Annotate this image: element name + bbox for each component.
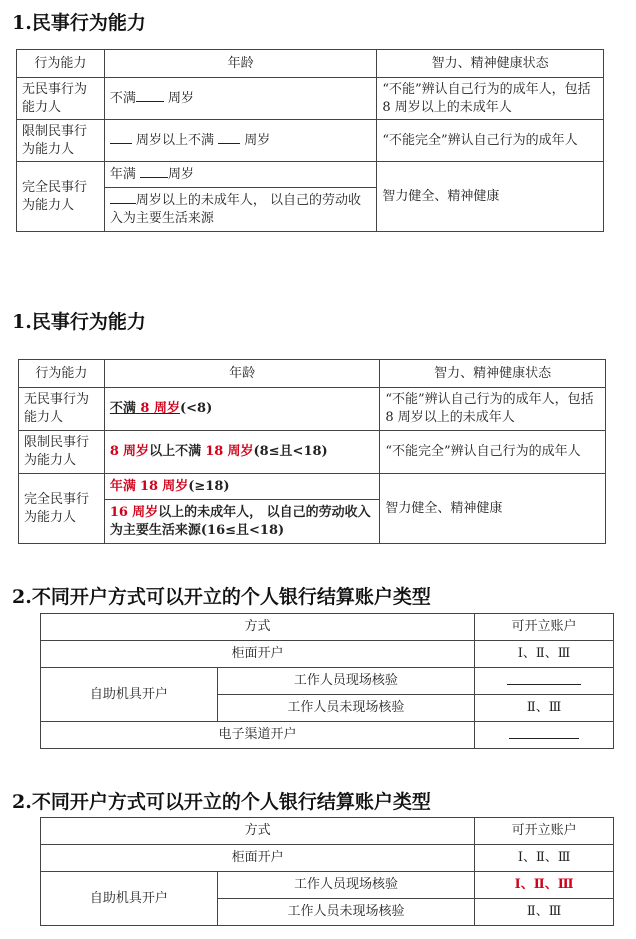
row-label: 限制民事行为能力人 — [19, 431, 105, 474]
section-title: 2.不同开户方式可以开立的个人银行结算账户类型 — [12, 791, 431, 813]
row-label: 完全民事行为能力人 — [17, 162, 105, 232]
header-cell: 行为能力 — [19, 360, 105, 388]
section-title: 1.民事行为能力 — [12, 311, 146, 333]
method-cell: 电子渠道开户 — [41, 722, 475, 749]
account-table-blank — [40, 613, 614, 749]
state-cell: “不能”辨认自己行为的成年人，包括 8 周岁以上的未成年人 — [380, 388, 606, 431]
header-cell: 行为能力 — [17, 50, 105, 78]
row-label: 限制民事行为能力人 — [17, 120, 105, 162]
account-table-answers — [40, 817, 614, 926]
age-cell: 年满 周岁 — [104, 162, 377, 188]
age-cell: 周岁以上不满 周岁 — [104, 120, 377, 162]
state-cell: “不能完全”辨认自己行为的成年人 — [377, 120, 604, 162]
section-title: 2.不同开户方式可以开立的个人银行结算账户类型 — [12, 586, 431, 608]
age-cell: 年满 18 周岁(≥18) — [104, 474, 380, 500]
capacity-table-blank — [16, 49, 604, 232]
row-label: 无民事行为能力人 — [17, 78, 105, 120]
capacity-table-answers — [18, 359, 606, 544]
account-cell: Ⅰ、Ⅱ、Ⅲ — [475, 845, 614, 872]
submethod-cell: 工作人员未现场核验 — [217, 899, 475, 926]
age-cell: 不满 8 周岁(<8) — [104, 388, 380, 431]
account-cell: Ⅰ、Ⅱ、Ⅲ — [475, 872, 614, 899]
header-cell: 方式 — [41, 818, 475, 845]
age-cell: 16 周岁以上的未成年人， 以自己的劳动收入为主要生活来源(16≤且<18) — [104, 500, 380, 544]
account-cell: Ⅰ、Ⅱ、Ⅲ — [475, 641, 614, 668]
age-cell: 不满 周岁 — [104, 78, 377, 120]
submethod-cell: 工作人员未现场核验 — [217, 695, 474, 722]
state-cell: 智力健全、精神健康 — [380, 474, 606, 544]
row-label: 完全民事行为能力人 — [19, 474, 105, 544]
method-cell: 柜面开户 — [41, 845, 475, 872]
state-cell: “不能”辨认自己行为的成年人，包括 8 周岁以上的未成年人 — [377, 78, 604, 120]
account-cell — [475, 722, 614, 749]
header-cell: 智力、精神健康状态 — [377, 50, 604, 78]
state-cell: 智力健全、精神健康 — [377, 162, 604, 232]
row-label: 无民事行为能力人 — [19, 388, 105, 431]
account-cell — [475, 668, 614, 695]
header-cell: 可开立账户 — [475, 818, 614, 845]
header-cell: 方式 — [41, 614, 475, 641]
submethod-cell: 工作人员现场核验 — [217, 872, 475, 899]
section-title: 1.民事行为能力 — [12, 12, 146, 34]
method-cell: 自助机具开户 — [41, 872, 218, 926]
age-cell: 周岁以上的未成年人， 以自己的劳动收入为主要生活来源 — [104, 188, 377, 232]
method-cell: 自助机具开户 — [41, 668, 218, 722]
header-cell: 可开立账户 — [475, 614, 614, 641]
header-cell: 智力、精神健康状态 — [380, 360, 606, 388]
age-cell: 8 周岁以上不满 18 周岁(8≤且<18) — [104, 431, 380, 474]
state-cell: “不能完全”辨认自己行为的成年人 — [380, 431, 606, 474]
header-cell: 年龄 — [104, 360, 380, 388]
header-cell: 年龄 — [104, 50, 377, 78]
account-cell: Ⅱ、Ⅲ — [475, 695, 614, 722]
submethod-cell: 工作人员现场核验 — [217, 668, 474, 695]
account-cell: Ⅱ、Ⅲ — [475, 899, 614, 926]
method-cell: 柜面开户 — [41, 641, 475, 668]
